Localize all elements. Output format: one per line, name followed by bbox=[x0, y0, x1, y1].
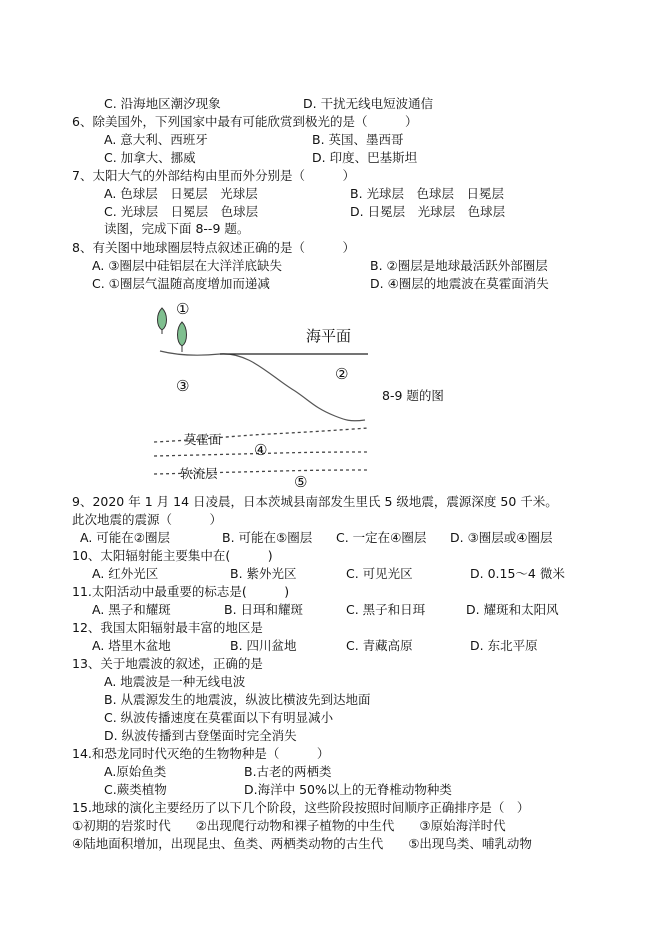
q5-option-d: D. 干扰无线电短波通信 bbox=[303, 96, 434, 111]
land-sea-floor-line bbox=[160, 351, 365, 421]
q12-stem: 12、我国太阳辐射最丰富的地区是 bbox=[72, 620, 263, 635]
label-layer-3: ③ bbox=[176, 377, 190, 395]
q14-option-b: B.古老的两栖类 bbox=[244, 764, 332, 779]
q7-option-d: D. 日冕层 光球层 色球层 bbox=[350, 204, 506, 219]
diagram-caption: 8-9 题的图 bbox=[382, 388, 444, 403]
label-sea-level: 海平面 bbox=[306, 327, 352, 345]
q5-option-c: C. 沿海地区潮汐现象 bbox=[104, 96, 221, 111]
q12-option-b: B. 四川盆地 bbox=[230, 638, 297, 653]
q9-option-b: B. 可能在⑤圈层 bbox=[222, 530, 313, 545]
intro-8-9: 读图，完成下面 8--9 题。 bbox=[104, 221, 250, 236]
q12-option-d: D. 东北平原 bbox=[470, 638, 538, 653]
label-moho: 莫霍面 bbox=[184, 432, 222, 447]
q14-option-d: D.海洋中 50%以上的无脊椎动物种类 bbox=[244, 782, 452, 797]
label-layer-5: ⑤ bbox=[294, 473, 308, 491]
q9-stem-line2: 此次地震的震源（ ） bbox=[72, 512, 223, 527]
q9-option-c: C. 一定在④圈层 bbox=[336, 530, 427, 545]
tree-icon bbox=[158, 308, 167, 334]
q13-option-b: B. 从震源发生的地震波，纵波比横波先到达地面 bbox=[104, 692, 371, 707]
q9-option-d: D. ③圈层或④圈层 bbox=[450, 530, 553, 545]
q10-stem: 10、太阳辐射能主要集中在( ) bbox=[72, 548, 273, 563]
q7-option-c: C. 光球层 日冕层 色球层 bbox=[104, 204, 259, 219]
q13-option-a: A. 地震波是一种无线电波 bbox=[104, 674, 246, 689]
label-layer-2: ② bbox=[335, 365, 349, 383]
q8-stem: 8、有关图中地球圈层特点叙述正确的是（ ） bbox=[72, 240, 355, 255]
q14-stem: 14.和恐龙同时代灭绝的生物物种是（ ） bbox=[72, 746, 330, 761]
tree-icon bbox=[178, 322, 187, 352]
q7-option-b: B. 光球层 色球层 日冕层 bbox=[350, 186, 505, 201]
q11-stem: 11.太阳活动中最重要的标志是( ) bbox=[72, 584, 290, 599]
q13-option-c: C. 纵波传播速度在莫霍面以下有明显减小 bbox=[104, 710, 334, 725]
q12-option-a: A. 塔里木盆地 bbox=[92, 638, 171, 653]
label-layer-4: ④ bbox=[254, 441, 268, 459]
q9-option-a: A. 可能在②圈层 bbox=[80, 530, 170, 545]
q11-option-a: A. 黑子和耀斑 bbox=[92, 602, 171, 617]
q10-option-a: A. 红外光区 bbox=[92, 566, 159, 581]
q6-option-a: A. 意大利、西班牙 bbox=[104, 132, 208, 147]
label-asthenosphere: 软流层 bbox=[180, 466, 218, 481]
label-layer-1: ① bbox=[176, 300, 190, 318]
q11-option-b: B. 日珥和耀斑 bbox=[224, 602, 304, 617]
q8-option-a: A. ③圈层中硅铝层在大洋洋底缺失 bbox=[92, 258, 282, 273]
q7-option-a: A. 色球层 日冕层 光球层 bbox=[104, 186, 258, 201]
q8-option-b: B. ②圈层是地球最活跃外部圈层 bbox=[370, 258, 548, 273]
q11-option-d: D. 耀斑和太阳风 bbox=[466, 602, 559, 617]
q15-items-line1: ①初期的岩浆时代 ②出现爬行动物和裸子植物的中生代 ③原始海洋时代 bbox=[72, 818, 506, 833]
q10-option-d: D. 0.15～4 微米 bbox=[470, 566, 565, 581]
q6-stem: 6、除美国外，下列国家中最有可能欣赏到极光的是（ ） bbox=[72, 114, 418, 129]
q8-option-d: D. ④圈层的地震波在莫霍面消失 bbox=[370, 276, 549, 291]
q11-option-c: C. 黑子和日珥 bbox=[346, 602, 426, 617]
q9-stem-line1: 9、2020 年 1 月 14 日凌晨，日本茨城县南部发生里氏 5 级地震，震源深度 50 千米。 bbox=[72, 494, 558, 509]
q14-option-a: A.原始鱼类 bbox=[104, 764, 167, 779]
q15-items-line2: ④陆地面积增加，出现昆虫、鱼类、两栖类动物的古生代 ⑤出现鸟类、哺乳动物 bbox=[72, 836, 532, 851]
q10-option-c: C. 可见光区 bbox=[346, 566, 413, 581]
q8-option-c: C. ①圈层气温随高度增加而递减 bbox=[92, 276, 270, 291]
q7-stem: 7、太阳大气的外部结构由里而外分别是（ ） bbox=[72, 168, 355, 183]
q14-option-c: C.蕨类植物 bbox=[104, 782, 167, 797]
q13-stem: 13、关于地震波的叙述，正确的是 bbox=[72, 656, 263, 671]
q13-option-d: D. 纵波传播到古登堡面时完全消失 bbox=[104, 728, 297, 743]
q10-option-b: B. 紫外光区 bbox=[230, 566, 297, 581]
q6-option-c: C. 加拿大、挪威 bbox=[104, 150, 196, 165]
q6-option-d: D. 印度、巴基斯坦 bbox=[312, 150, 418, 165]
q12-option-c: C. 青藏高原 bbox=[346, 638, 413, 653]
q6-option-b: B. 英国、墨西哥 bbox=[312, 132, 404, 147]
q15-stem: 15.地球的演化主要经历了以下几个阶段，这些阶段按照时间顺序正确排序是（ ） bbox=[72, 800, 530, 815]
